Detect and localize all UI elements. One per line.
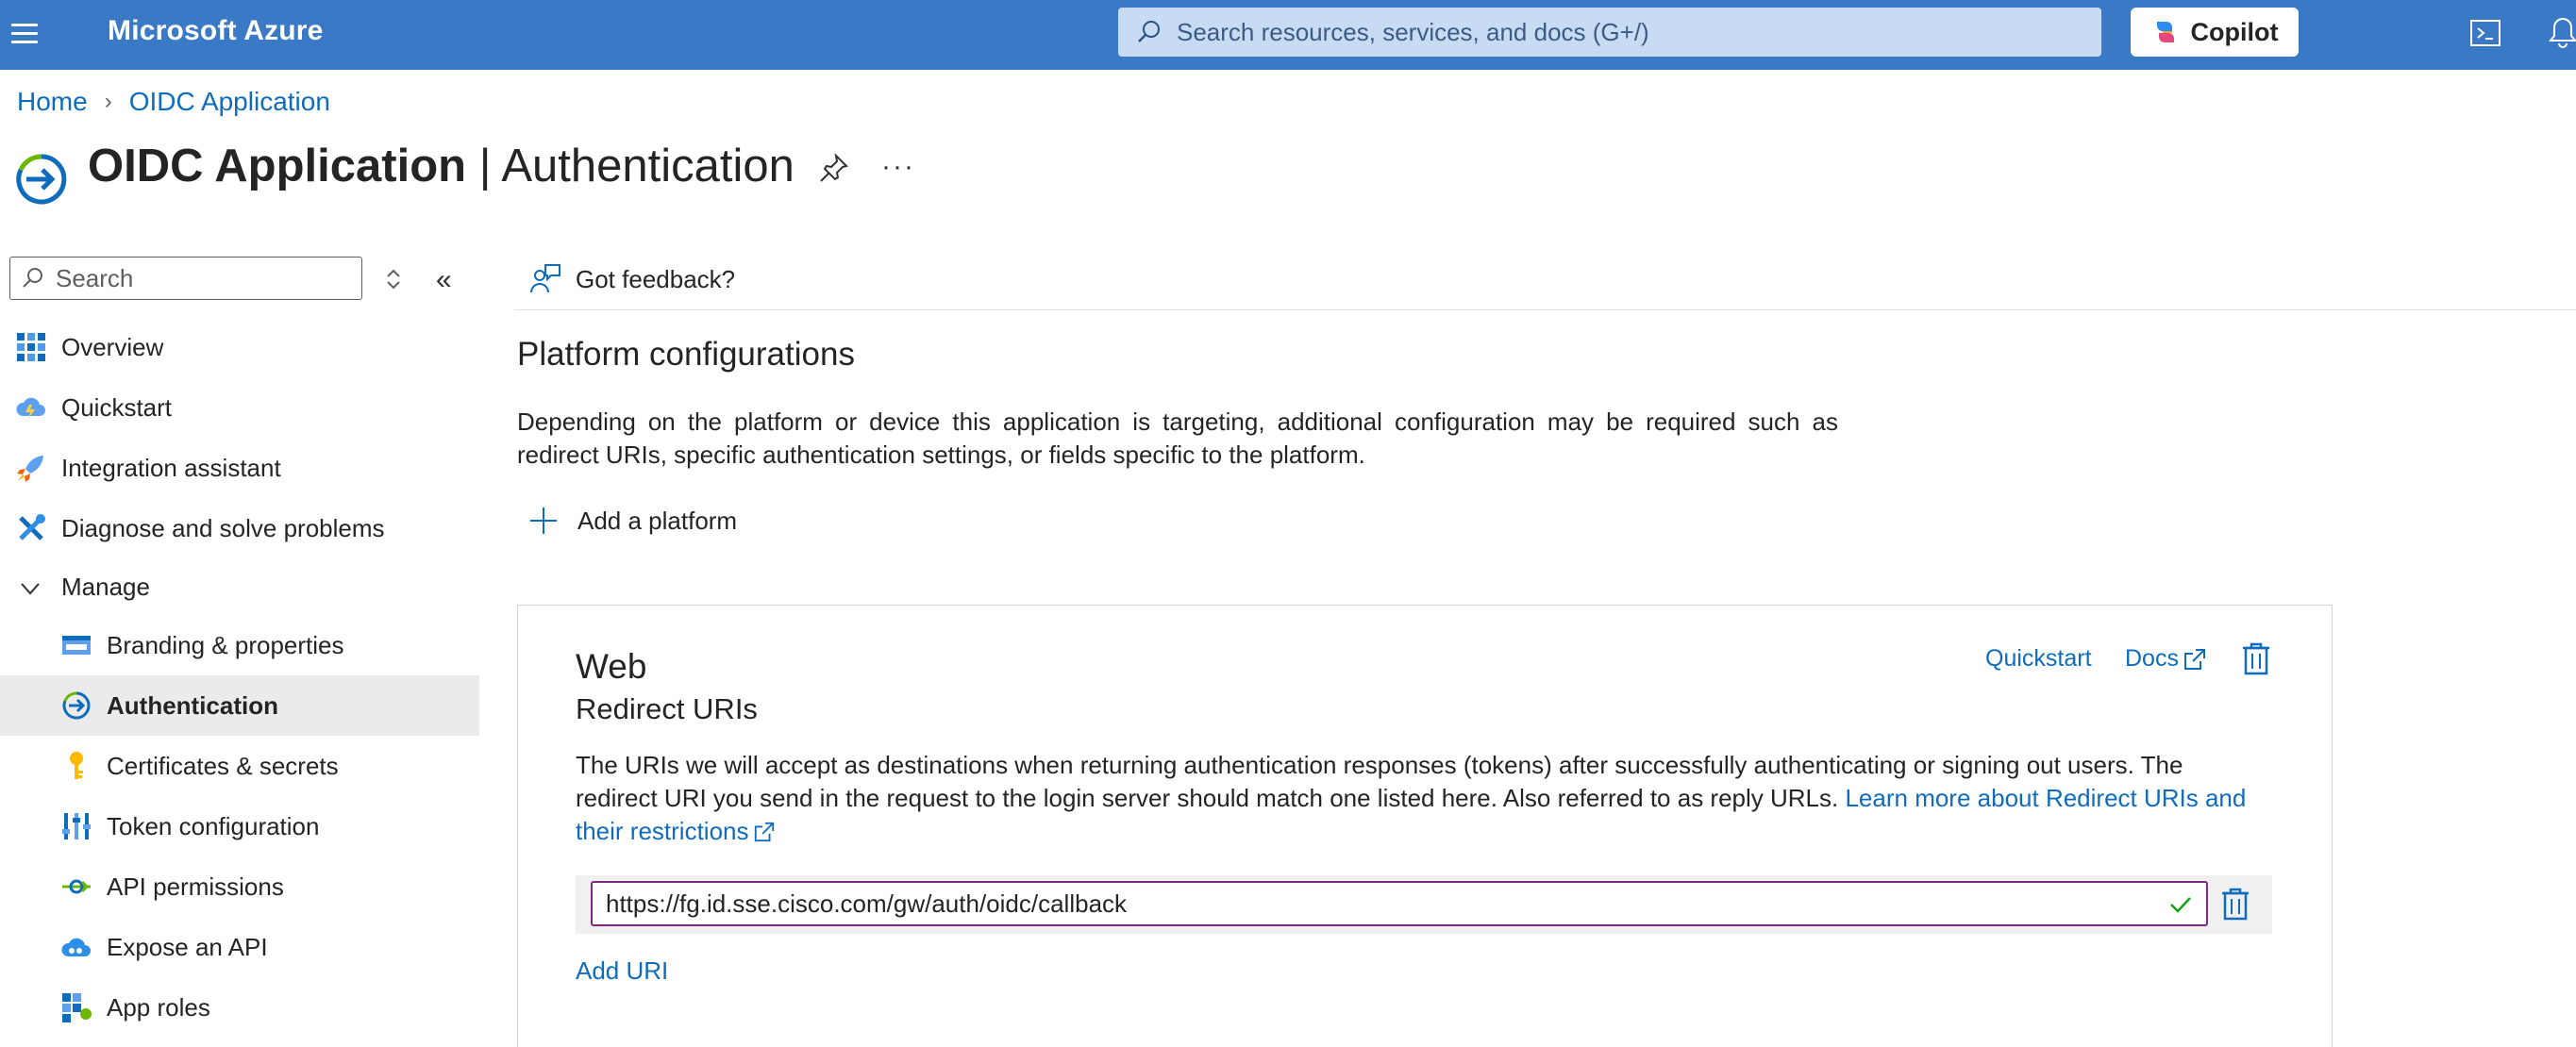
redirect-uri-value: https://fg.id.sse.cisco.com/gw/auth/oidc/callback (606, 889, 1128, 918)
platform-description: Depending on the platform or device this application is targeting, additional configuration may be required such as redirect URIs, specific authentication settings, or fields specific to the platform. (517, 407, 1838, 469)
divider (514, 309, 2576, 310)
web-docs-label: Docs (2125, 645, 2179, 672)
breadcrumb-separator-icon: › (104, 89, 112, 114)
global-search-input[interactable] (1118, 8, 2101, 57)
add-platform-label: Add a platform (577, 506, 738, 535)
web-quickstart-link[interactable]: Quickstart (1985, 645, 2092, 672)
sidebar-item-label: Authentication (107, 690, 278, 720)
api-permissions-icon (60, 871, 92, 903)
delete-uri-icon[interactable] (2220, 887, 2250, 921)
sidebar-group-label: Manage (61, 572, 150, 601)
breadcrumb (17, 87, 330, 117)
grid-icon (15, 331, 47, 363)
sidebar-item-token-configuration[interactable] (0, 796, 479, 856)
breadcrumb-app-link[interactable]: OIDC Application (128, 87, 330, 116)
page-title-separator: | (466, 141, 502, 191)
sidebar-item-branding[interactable] (0, 615, 479, 675)
add-uri-link[interactable]: Add URI (576, 956, 669, 985)
sidebar-nav (0, 317, 479, 1038)
app-authentication-icon (13, 151, 70, 208)
redirect-uri-row (576, 875, 2272, 934)
hamburger-menu-icon[interactable] (8, 16, 42, 50)
redirect-uris-title: Redirect URIs (576, 692, 758, 725)
copilot-button[interactable] (2131, 8, 2299, 57)
sidebar-group-manage[interactable] (0, 558, 479, 615)
notifications-bell-icon[interactable] (2544, 15, 2576, 51)
nav-search-input[interactable] (9, 257, 362, 300)
copilot-label: Copilot (2190, 17, 2279, 46)
web-title: Web (576, 647, 647, 686)
sidebar-item-authentication[interactable] (0, 675, 479, 736)
web-docs-link[interactable] (2125, 645, 2207, 673)
sidebar-item-label: Diagnose and solve problems (61, 513, 385, 542)
external-link-icon (2183, 647, 2207, 672)
wrench-icon (15, 512, 47, 544)
cloud-lightning-icon (15, 391, 47, 424)
app-roles-icon (60, 991, 92, 1023)
redirect-uri-input[interactable] (591, 881, 2208, 926)
feedback-icon (528, 262, 562, 296)
redirect-uri-description-text: The URIs we will accept as destinations when returning authentication responses (tokens) after successfully authenticating or signing out users. The redirect URI you send in the request to the login server should match one listed here. Also referred to as reply URLs. (576, 751, 2183, 812)
sidebar-item-label: API permissions (107, 872, 284, 901)
delete-platform-icon[interactable] (2241, 641, 2271, 675)
platform-configurations-title: Platform configurations (517, 336, 855, 373)
authentication-icon (60, 690, 92, 722)
collapse-sidebar-icon[interactable]: « (436, 264, 452, 295)
page-title-section: Authentication (501, 141, 795, 191)
sidebar-item-overview[interactable] (0, 317, 479, 377)
sidebar-item-label: Expose an API (107, 932, 268, 961)
chevron-down-icon (19, 577, 42, 600)
sidebar-item-expose-api[interactable] (0, 917, 479, 977)
search-icon (20, 265, 46, 291)
brand-title[interactable]: Microsoft Azure (108, 15, 324, 46)
sidebar-item-label: Certificates & secrets (107, 751, 339, 780)
nav-search-placeholder: Search (56, 263, 134, 292)
sidebar-item-label: Integration assistant (61, 453, 281, 482)
sidebar-item-diagnose[interactable] (0, 498, 479, 558)
sidebar-item-label: Branding & properties (107, 630, 344, 659)
sidebar-item-label: Token configuration (107, 811, 320, 840)
external-link-icon (753, 821, 776, 843)
sidebar-item-integration-assistant[interactable] (0, 438, 479, 498)
sidebar-item-label: App roles (107, 992, 210, 1022)
top-bar (0, 0, 2576, 70)
page-title (88, 140, 795, 192)
sidebar-item-quickstart[interactable] (0, 377, 479, 438)
sidebar-item-certificates[interactable] (0, 736, 479, 796)
token-icon (60, 810, 92, 842)
sidebar-item-app-roles[interactable] (0, 977, 479, 1038)
global-search-placeholder: Search resources, services, and docs (G+/) (1177, 17, 1649, 46)
checkmark-icon (2168, 892, 2193, 917)
copilot-icon (2151, 18, 2180, 46)
web-platform-card (517, 605, 2333, 1047)
branding-icon (60, 629, 92, 661)
sidebar-item-label: Quickstart (61, 392, 173, 422)
got-feedback-label: Got feedback? (576, 264, 736, 293)
key-icon (60, 750, 92, 782)
learn-more-label: Learn more about Redirect URIs and their restrictions (576, 784, 2247, 845)
breadcrumb-home-link[interactable]: Home (17, 87, 88, 116)
sidebar-item-label: Overview (61, 332, 164, 361)
got-feedback-button[interactable] (528, 262, 735, 296)
cloud-shell-icon[interactable] (2468, 16, 2502, 50)
add-platform-button[interactable] (528, 506, 737, 536)
search-icon (1135, 18, 1163, 46)
cloud-api-icon (60, 931, 92, 963)
rocket-icon (15, 452, 47, 484)
sidebar-item-api-permissions[interactable] (0, 856, 479, 917)
sort-icon[interactable] (383, 266, 404, 292)
page-title-app: OIDC Application (88, 141, 467, 191)
more-options-icon[interactable]: ··· (881, 151, 915, 182)
redirect-uri-description (576, 749, 2265, 848)
plus-icon (528, 506, 559, 536)
pin-icon[interactable] (817, 151, 851, 185)
